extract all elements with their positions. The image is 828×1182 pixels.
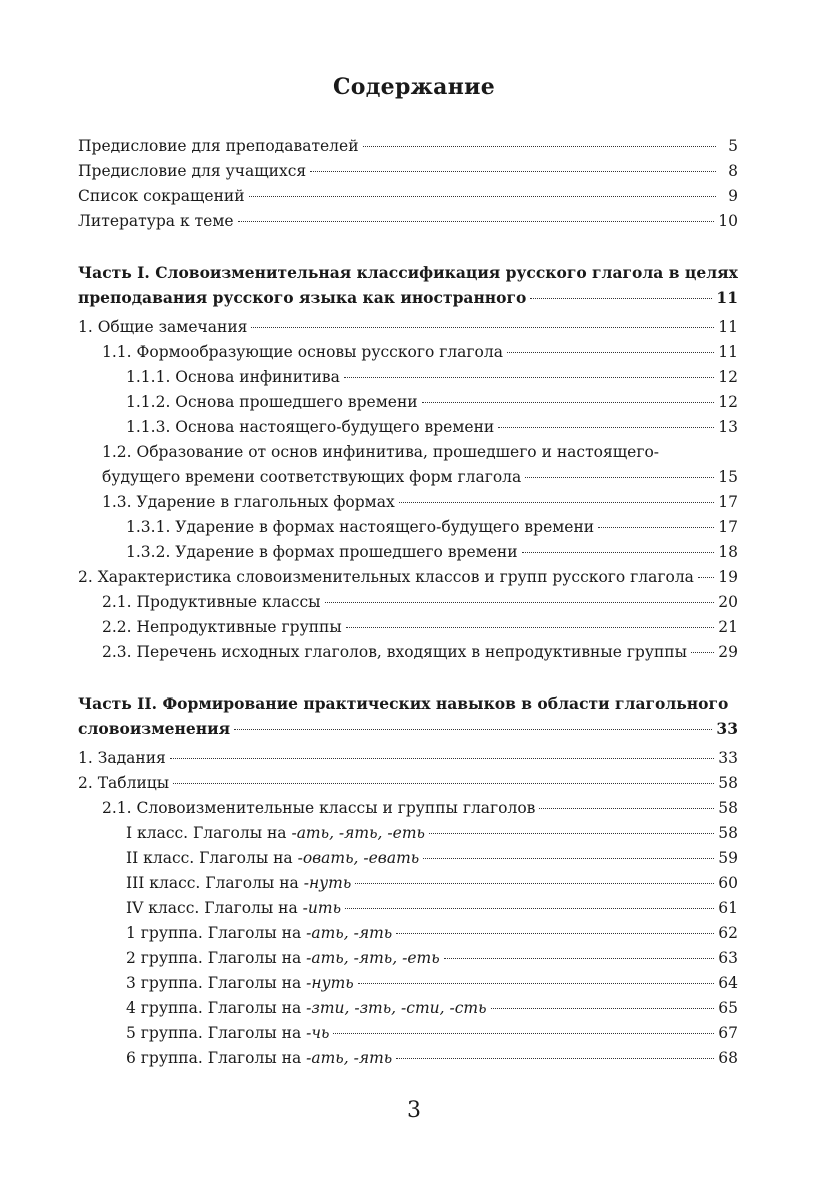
toc-entry[interactable] — [78, 590, 738, 615]
toc-entry[interactable] — [78, 184, 738, 209]
dot-leader — [444, 958, 715, 959]
part-2-heading-line1[interactable]: Часть II. Формирование практических навыков в области глагольного — [78, 694, 729, 713]
toc-entry-page: 18 — [718, 543, 738, 561]
class-prefix: 6 группа. Глаголы на — [126, 1049, 307, 1067]
class-suffix: -овать, -евать — [297, 849, 420, 867]
toc-entry-label: 1.3. Ударение в глагольных формах — [102, 493, 395, 511]
dot-leader — [525, 477, 714, 478]
class-suffix: -нуть — [303, 874, 352, 892]
toc-entry-label — [126, 946, 440, 971]
toc-entry[interactable] — [78, 365, 738, 390]
toc-entry-label: Список сокращений — [78, 187, 245, 205]
toc-entry-label: 2. Таблицы — [78, 774, 170, 792]
toc-entry-page: 11 — [718, 343, 738, 361]
toc-entry-page: 19 — [718, 568, 738, 586]
toc-entry-label: Предисловие для преподавателей — [78, 137, 359, 155]
toc-entry-label — [126, 896, 341, 921]
class-suffix: -ать, -ять — [306, 1049, 393, 1067]
toc-entry-page: 11 — [718, 318, 738, 336]
toc-entry-page: 65 — [718, 999, 738, 1017]
toc-entry-label — [126, 1046, 392, 1071]
toc-entry-page: 58 — [718, 774, 738, 792]
dot-leader — [396, 1058, 714, 1059]
toc-entry-label: 2.1. Словоизменительные классы и группы глаголов — [102, 799, 536, 817]
toc-entry-page: 68 — [718, 1049, 738, 1067]
toc-entry-page: 5 — [728, 137, 738, 155]
toc-entry-page: 64 — [718, 974, 738, 992]
class-suffix: -ать, -ять — [306, 924, 393, 942]
toc-entry-class[interactable] — [78, 1021, 738, 1046]
toc-entry-page: 11 — [716, 288, 738, 307]
toc-entry[interactable] — [78, 390, 738, 415]
toc-entry-page: 13 — [718, 418, 738, 436]
toc-entry[interactable] — [78, 796, 738, 821]
toc-entry-label — [126, 921, 392, 946]
toc-entry-page: 60 — [718, 874, 738, 892]
dot-leader — [346, 627, 715, 628]
toc-entry-label: Предисловие для учащихся — [78, 162, 307, 180]
class-prefix: III класс. Глаголы на — [126, 874, 304, 892]
toc-entry-page: 12 — [718, 393, 738, 411]
dot-leader — [170, 758, 714, 759]
toc-entry-page: 12 — [718, 368, 738, 386]
part-2-heading[interactable] — [78, 716, 738, 741]
toc-entry[interactable] — [78, 746, 738, 771]
toc-entry[interactable] — [78, 615, 738, 640]
dot-leader — [358, 983, 715, 984]
toc-entry-label: будущего времени соответствующих форм глагола — [102, 468, 522, 486]
toc-entry-label: 2.2. Непродуктивные группы — [102, 618, 342, 636]
dot-leader — [363, 146, 716, 147]
part-1-heading-line2: преподавания русского языка как иностранного — [78, 288, 527, 307]
toc-entry-label: 1.1.1. Основа инфинитива — [126, 368, 340, 386]
class-prefix: 4 группа. Глаголы на — [126, 999, 307, 1017]
dot-leader — [173, 783, 714, 784]
toc-entry-class[interactable] — [78, 896, 738, 921]
toc-entry[interactable] — [78, 340, 738, 365]
toc-entry-label — [126, 871, 351, 896]
toc-entry[interactable] — [78, 565, 738, 590]
toc-entry-page: 10 — [718, 212, 738, 230]
toc-entry[interactable] — [78, 415, 738, 440]
toc-entry-page: 63 — [718, 949, 738, 967]
dot-leader — [429, 833, 714, 834]
toc-entry-label: Литература к теме — [78, 212, 234, 230]
dot-leader — [251, 327, 714, 328]
dot-leader — [507, 352, 714, 353]
dot-leader — [691, 652, 714, 653]
dot-leader — [238, 221, 715, 222]
toc-entry-page: 17 — [718, 518, 738, 536]
class-prefix: 5 группа. Глаголы на — [126, 1024, 307, 1042]
part-1-heading[interactable] — [78, 285, 738, 310]
class-suffix: -ать, -ять, -еть — [291, 824, 425, 842]
toc-entry-page: 61 — [718, 899, 738, 917]
toc-entry-page: 17 — [718, 493, 738, 511]
dot-leader — [498, 427, 714, 428]
toc-entry-class[interactable] — [78, 821, 738, 846]
class-prefix: 1 группа. Глаголы на — [126, 924, 307, 942]
toc-entry-label: 1.2. Образование от основ инфинитива, прошедшего и настоящего- — [102, 443, 660, 461]
toc-entry-label: 1.1.2. Основа прошедшего времени — [126, 393, 418, 411]
toc-entry-label — [126, 846, 419, 871]
toc-entry-label: 1.3.1. Ударение в формах настоящего-будущего времени — [126, 518, 595, 536]
toc-entry-label: 1. Общие замечания — [78, 318, 248, 336]
toc-entry-page: 59 — [718, 849, 738, 867]
toc-entry-label: 1. Задания — [78, 749, 166, 767]
toc-entry-label: 1.3.2. Ударение в формах прошедшего времени — [126, 543, 518, 561]
dot-leader — [399, 502, 715, 503]
class-suffix: -чь — [306, 1024, 330, 1042]
toc-entry-page: 58 — [718, 824, 738, 842]
class-prefix: IV класс. Глаголы на — [126, 899, 303, 917]
toc-entry-class[interactable] — [78, 871, 738, 896]
toc-entry-label — [126, 996, 487, 1021]
toc-entry[interactable] — [78, 134, 738, 159]
toc-entry-class[interactable] — [78, 1046, 738, 1071]
toc-entry[interactable] — [78, 209, 738, 234]
toc-entry-label: 2. Характеристика словоизменительных классов и групп русского глагола — [78, 568, 694, 586]
dot-leader — [355, 883, 714, 884]
toc-entry-label — [126, 971, 354, 996]
dot-leader — [522, 552, 715, 553]
dot-leader — [530, 298, 712, 299]
toc-entry[interactable] — [78, 540, 738, 565]
class-prefix: I класс. Глаголы на — [126, 824, 292, 842]
dot-leader — [249, 196, 716, 197]
class-suffix: -ить — [302, 899, 342, 917]
dot-leader — [598, 527, 714, 528]
dot-leader — [310, 171, 716, 172]
dot-leader — [423, 858, 714, 859]
toc-entry[interactable] — [78, 490, 738, 515]
toc-entry-class[interactable] — [78, 971, 738, 996]
toc-entry-page: 15 — [718, 468, 738, 486]
toc-entry-label: 2.3. Перечень исходных глаголов, входящих в непродуктивные группы — [102, 643, 687, 661]
toc-entry-page: 62 — [718, 924, 738, 942]
class-prefix: 2 группа. Глаголы на — [126, 949, 307, 967]
part-1-heading-line1[interactable]: Часть I. Словоизменительная классификация русского глагола в целях — [78, 263, 738, 282]
class-suffix: -нуть — [306, 974, 354, 992]
dot-leader — [491, 1008, 715, 1009]
toc-entry[interactable] — [78, 640, 738, 665]
page-number: 3 — [407, 1098, 421, 1123]
toc-entry-page: 33 — [718, 749, 738, 767]
toc-entry-label — [126, 821, 425, 846]
class-prefix: 3 группа. Глаголы на — [126, 974, 307, 992]
dot-leader — [344, 377, 714, 378]
toc-entry-line1[interactable] — [78, 440, 738, 465]
dot-leader — [234, 729, 712, 730]
toc-entry-page: 9 — [728, 187, 738, 205]
page-title: Содержание — [332, 74, 496, 100]
toc-entry-page: 33 — [716, 719, 738, 738]
class-suffix: -ать, -ять, -еть — [306, 949, 440, 967]
dot-leader — [345, 908, 714, 909]
dot-leader — [422, 402, 715, 403]
toc-entry-label — [126, 1021, 329, 1046]
toc-entry-page: 58 — [718, 799, 738, 817]
dot-leader — [325, 602, 715, 603]
toc-entry-class[interactable] — [78, 946, 738, 971]
dot-leader — [698, 577, 714, 578]
toc-entry[interactable] — [78, 159, 738, 184]
toc-entry-page: 8 — [728, 162, 738, 180]
dot-leader — [396, 933, 714, 934]
toc-entry[interactable] — [78, 465, 738, 490]
toc-entry-page: 21 — [718, 618, 738, 636]
toc-entry-page: 29 — [718, 643, 738, 661]
toc-entry-label: 1.1. Формообразующие основы русского глагола — [102, 343, 503, 361]
class-prefix: II класс. Глаголы на — [126, 849, 298, 867]
toc-entry-label: 1.1.3. Основа настоящего-будущего времени — [126, 418, 495, 436]
dot-leader — [539, 808, 714, 809]
toc-entry-label: 2.1. Продуктивные классы — [102, 593, 321, 611]
toc-entry-class[interactable] — [78, 921, 738, 946]
table-of-contents — [78, 134, 738, 1071]
toc-entry[interactable] — [78, 771, 738, 796]
dot-leader — [333, 1033, 714, 1034]
toc-entry-class[interactable] — [78, 996, 738, 1021]
toc-entry-page: 20 — [718, 593, 738, 611]
class-suffix: -зти, -зть, -сти, -сть — [306, 999, 487, 1017]
toc-entry[interactable] — [78, 315, 738, 340]
toc-entry-page: 67 — [718, 1024, 738, 1042]
toc-entry[interactable] — [78, 515, 738, 540]
part-2-heading-line2: словоизменения — [78, 719, 231, 738]
toc-entry-class[interactable] — [78, 846, 738, 871]
